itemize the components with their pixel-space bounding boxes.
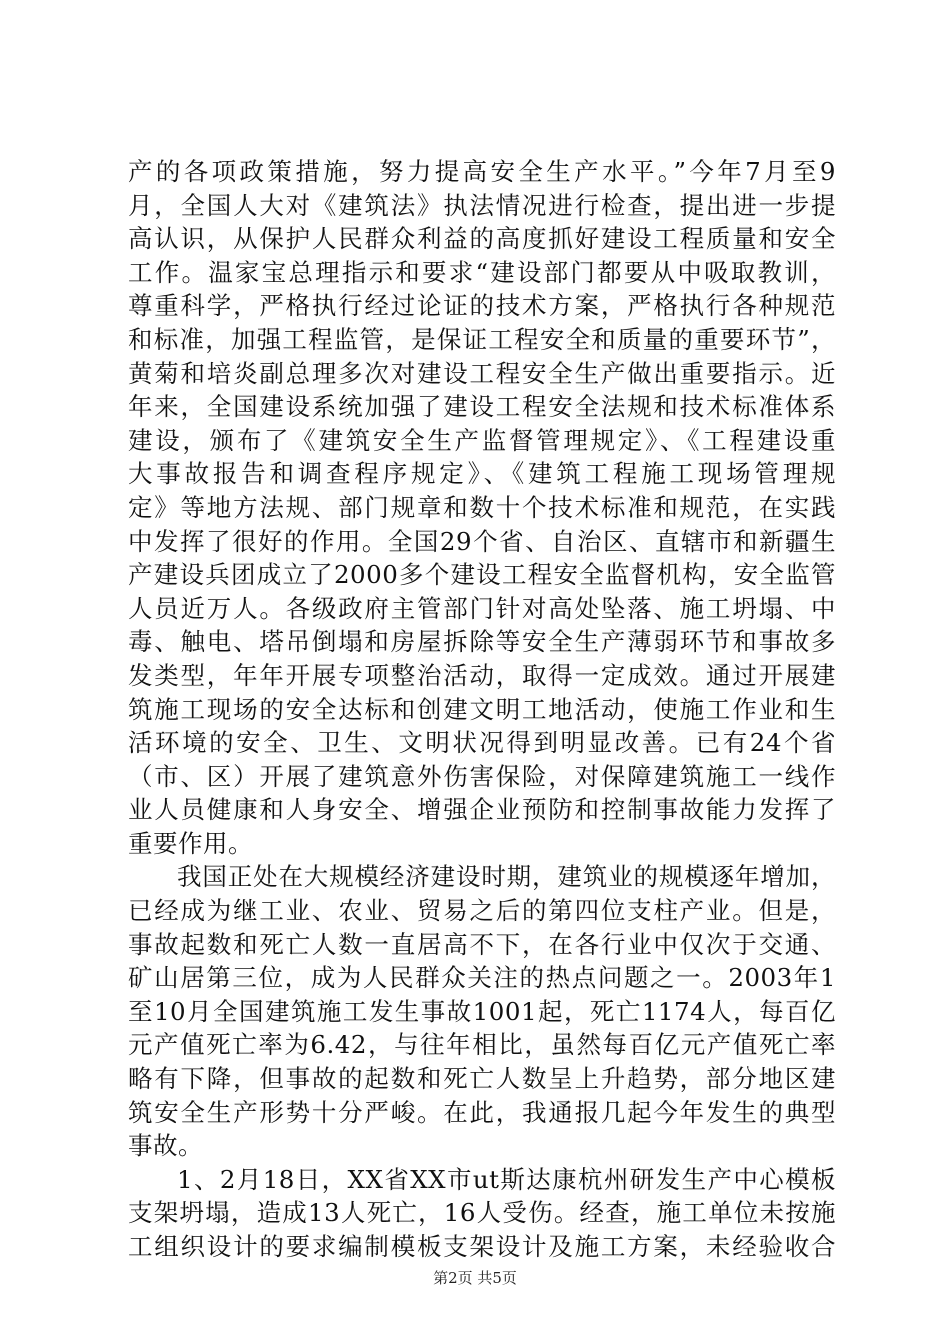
text-line: 工组织设计的要求编制模板支架设计及施工方案，未经验收合 bbox=[128, 1232, 836, 1261]
paragraph-3 bbox=[128, 1163, 836, 1264]
text-line: 和标准，加强工程监管，是保证工程安全和质量的重要环节”， bbox=[128, 324, 836, 354]
text-line: 月，全国人大对《建筑法》执法情况进行检查，提出进一步提 bbox=[128, 190, 836, 220]
text-line: 发类型，年年开展专项整治活动，取得一定成效。通过开展建 bbox=[128, 660, 836, 690]
paragraph-2 bbox=[128, 860, 836, 1162]
text-line: 支架坍塌，造成13人死亡，16人受伤。经查，施工单位未按施 bbox=[128, 1198, 836, 1228]
text-line: 大事故报告和调查程序规定》、《建筑工程施工现场管理规 bbox=[128, 459, 836, 489]
text-line: 人员近万人。各级政府主管部门针对高处坠落、施工坍塌、中 bbox=[128, 593, 836, 623]
text-line: 事故。 bbox=[128, 1131, 203, 1161]
text-line: 矿山居第三位，成为人民群众关注的热点问题之一。2003年1 bbox=[128, 963, 836, 993]
page-number-label: 第2页 共5页 bbox=[433, 1269, 517, 1287]
text-line: 工作。温家宝总理指示和要求“建设部门都要从中吸取教训， bbox=[128, 257, 836, 287]
text-line: 产建设兵团成立了2000多个建设工程安全监督机构，安全监管 bbox=[128, 560, 836, 590]
text-line: 高认识，从保护人民群众利益的高度抓好建设工程质量和安全 bbox=[128, 224, 836, 254]
text-line: 1、2月18日，XX省XX市ut斯达康杭州研发生产中心模板 bbox=[177, 1164, 836, 1194]
text-line: 毒、触电、塔吊倒塌和房屋拆除等安全生产薄弱环节和事故多 bbox=[128, 627, 836, 657]
text-line: 尊重科学，严格执行经过论证的技术方案，严格执行各种规范 bbox=[128, 291, 836, 321]
text-line: 元产值死亡率为6.42，与往年相比，虽然每百亿元产值死亡率 bbox=[128, 1030, 836, 1060]
text-line: 重要作用。 bbox=[128, 828, 253, 858]
text-line: 事故起数和死亡人数一直居高不下，在各行业中仅次于交通、 bbox=[128, 929, 836, 959]
document-body bbox=[128, 155, 836, 1264]
page-footer bbox=[0, 1268, 950, 1288]
text-line: 已经成为继工业、农业、贸易之后的第四位支柱产业。但是， bbox=[128, 896, 836, 926]
text-line: 产的各项政策措施，努力提高安全生产水平。”今年7月至9 bbox=[128, 157, 836, 186]
text-line: 至10月全国建筑施工发生事故1001起，死亡1174人，每百亿 bbox=[128, 996, 836, 1026]
text-line: 黄菊和培炎副总理多次对建设工程安全生产做出重要指示。近 bbox=[128, 358, 836, 388]
text-line: 业人员健康和人身安全、增强企业预防和控制事故能力发挥了 bbox=[128, 795, 836, 825]
text-line: 中发挥了很好的作用。全国29个省、自治区、直辖市和新疆生 bbox=[128, 526, 836, 556]
text-line: 筑安全生产形势十分严峻。在此，我通报几起今年发生的典型 bbox=[128, 1097, 836, 1127]
paragraph-1 bbox=[128, 155, 836, 860]
text-line: 筑施工现场的安全达标和创建文明工地活动，使施工作业和生 bbox=[128, 694, 836, 724]
text-line: 我国正处在大规模经济建设时期，建筑业的规模逐年增加， bbox=[177, 862, 836, 892]
text-line: 略有下降，但事故的起数和死亡人数呈上升趋势，部分地区建 bbox=[128, 1064, 836, 1094]
text-line: 定》等地方法规、部门规章和数十个技术标准和规范，在实践 bbox=[128, 492, 836, 522]
text-line: 年来，全国建设系统加强了建设工程安全法规和技术标准体系 bbox=[128, 392, 836, 422]
text-line: 建设，颁布了《建筑安全生产监督管理规定》、《工程建设重 bbox=[128, 425, 836, 455]
text-line: （市、区）开展了建筑意外伤害保险，对保障建筑施工一线作 bbox=[128, 761, 836, 791]
text-line: 活环境的安全、卫生、文明状况得到明显改善。已有24个省 bbox=[128, 728, 836, 758]
